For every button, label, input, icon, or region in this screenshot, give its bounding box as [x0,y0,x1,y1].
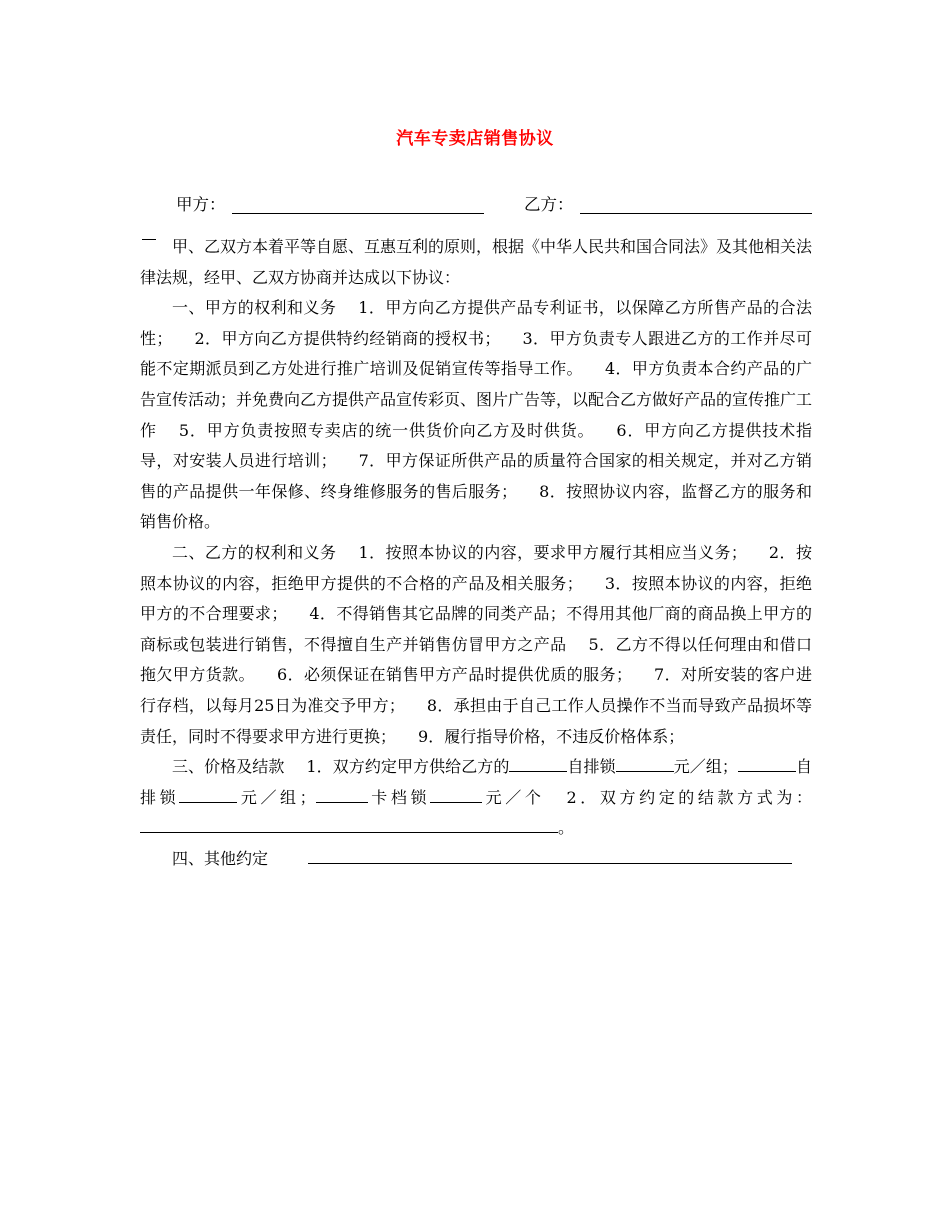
unit-each: 元／个 [482,787,545,807]
section-4 [140,844,812,875]
section-2-heading: 二、乙方的权利和义务 [172,542,337,562]
agreement-body [140,232,812,874]
s1-item-3: 3．甲方负责专人跟进乙方的工作并尽可能不定期派员到乙方处进行推广培训及促销宣传等指导工作。 [140,328,812,379]
s2-item-4: 4．不得销售其它品牌的同类产品；不得用其他厂商的商品换上甲方的商标或包装进行销售，不得擅自生产并销售仿冒甲方之产品 [140,604,812,654]
s3-item-2-lead: 2．双方约定的结款方式为： [566,787,812,807]
s1-item-2: 2．甲方向乙方提供特约经销商的授权书； [194,328,501,348]
document-title: 汽车专卖店销售协议 [396,129,554,149]
s1-item-1: 1．甲方向乙方提供产品专利证书，以保障乙方所售产品的合法性； [140,298,812,348]
price-blank-1[interactable] [509,754,567,772]
section-2 [140,538,812,752]
section-3-heading: 三、价格及结款 [172,757,285,777]
party-a-label: 甲方： [176,195,226,214]
s2-item-8: 8．承担由于自己工作人员操作不当而导致产品损坏等责任，同时不得要求甲方进行更换； [140,695,812,746]
party-b-blank[interactable] [580,213,812,214]
unit-set-2: ／组； [260,787,316,807]
party-b-label: 乙方： [524,195,574,214]
s1-item-8: 8．按照协议内容，监督乙方的服务和销售价格。 [140,481,812,532]
unit-set-1: ／组； [689,757,738,777]
section-4-heading: 四、其他约定 [172,848,269,868]
lock-type-1: 自排锁 [567,757,616,777]
s2-item-9: 9．履行指导价格，不违反价格体系； [418,726,685,746]
s1-item-4: 4．甲方负责本合约产品的广告宣传活动；并免费向乙方提供产品宣传彩页、图片广告等，以配合乙方做好产品的宣传推广工作 [140,359,813,440]
price-blank-4[interactable] [179,785,237,803]
s1-item-7: 7．甲方保证所供产品的质量符合国家的相关规定，并对乙方销售的产品提供一年保修、终身维修服务的售后服务； [140,451,812,501]
lock-type-2: 自排锁 [140,757,812,807]
lock-type-3: 卡档锁 [367,787,431,807]
price-blank-6[interactable] [430,785,482,803]
s2-item-3: 3．按照本协议的内容，拒绝甲方的不合理要求； [140,573,812,624]
section-1-heading: 一、甲方的权利和义务 [172,298,337,318]
intro-paragraph: 甲、乙双方本着平等自愿、互惠互利的原则，根据《中华人民共和国合同法》及其他相关法律法规，经甲、乙双方协商并达成以下协议： [140,237,813,287]
period-mark: 。 [558,818,575,838]
s2-item-7: 7．对所安装的客户进行存档，以每月25日为准交予甲方； [140,665,812,715]
s2-item-2: 2．按照本协议的内容，拒绝甲方提供的不合格的产品及相关服务； [140,542,812,593]
unit-yuan-1: 元 [673,757,690,777]
unit-yuan-2: 元 [237,787,261,807]
s3-item-1-lead: 1．双方约定甲方供给乙方的 [306,757,510,777]
section-3 [140,752,812,844]
s2-item-5: 5．乙方不得以任何理由和借口拖欠甲方货款。 [140,634,812,685]
s1-item-6: 6．甲方向乙方提供技术指导，对安装人员进行培训； [140,420,812,471]
other-terms-blank[interactable] [308,846,792,864]
party-a-blank[interactable] [232,213,484,214]
s2-item-1: 1．按照本协议的内容，要求甲方履行其相应当义务； [358,542,747,562]
payment-method-blank[interactable] [140,815,558,833]
price-blank-5[interactable] [316,785,368,803]
price-blank-3[interactable] [738,754,796,772]
s2-item-6: 6．必须保证在销售甲方产品时提供优质的服务； [276,665,633,685]
section-1 [140,293,812,538]
s1-item-5: 5．甲方负责按照专卖店的统一供货价向乙方及时供货。 [178,420,595,440]
price-blank-2[interactable] [616,754,674,772]
